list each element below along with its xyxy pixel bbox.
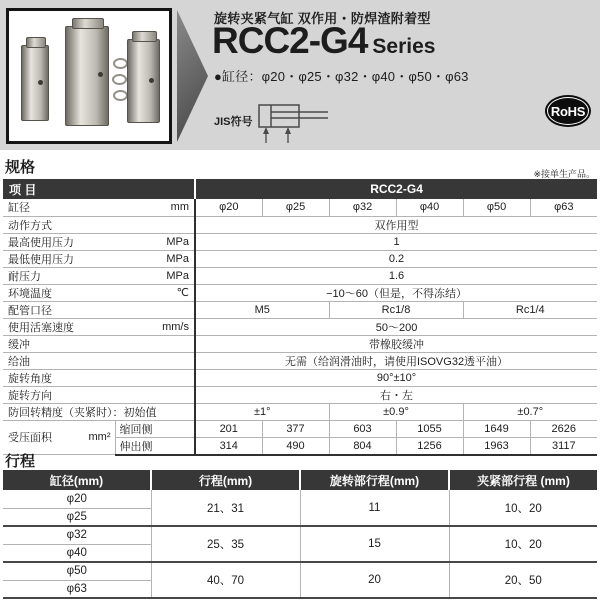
table-row [3, 386, 597, 403]
spec-cell: Rc1/4 [463, 301, 597, 318]
header-banner [0, 0, 600, 150]
spec-cell: 带橡胶缓冲 [195, 335, 597, 352]
spec-cell: 无需（给润滑油时，请使用ISOVG32透平油） [195, 352, 597, 369]
product-subtitle: 旋转夹紧气缸 双作用・防焊渣附着型 [214, 11, 431, 26]
table-row [3, 369, 597, 386]
spec-cell: 90°±10° [195, 369, 597, 386]
table-row [3, 233, 597, 250]
spec-sub-label: 伸出侧 [115, 437, 195, 455]
coil-tube-icon [113, 90, 128, 101]
stroke-bore-cell: φ63 [3, 580, 151, 598]
spec-cell: −10～60（但是，不得冻结） [195, 284, 597, 301]
spec-cell: 1.6 [195, 267, 597, 284]
table-row [3, 403, 597, 420]
spec-cell: 2626 [530, 420, 597, 437]
rohs-badge-label: RoHS [550, 103, 586, 119]
spec-cell: 1055 [396, 420, 463, 437]
page-title [212, 22, 435, 59]
series-name: RCC2-G4 [212, 20, 368, 61]
spec-cell: 490 [262, 437, 329, 455]
spec-cell: φ40 [396, 199, 463, 216]
spec-cell: 314 [195, 437, 262, 455]
spec-note: ※接单生产品。 [533, 169, 595, 179]
spec-cell: φ20 [195, 199, 262, 216]
spec-row-label: 使用活塞速度 mm/s [3, 318, 195, 335]
stroke-cell: 21、31 [151, 490, 300, 526]
stroke-cell: 40、70 [151, 562, 300, 598]
stroke-cell: 20、50 [449, 562, 597, 598]
rohs-badge [545, 95, 591, 127]
spec-header-row [3, 179, 597, 199]
stroke-section-title: 行程 [5, 453, 36, 470]
spec-cell: 0.2 [195, 250, 597, 267]
spec-cell: 603 [329, 420, 396, 437]
spec-cell: 201 [195, 420, 262, 437]
spec-row-label: 配管口径 [3, 301, 195, 318]
coil-tube-icon [112, 74, 127, 85]
arrow-right-icon [177, 10, 208, 142]
spec-row-label: 动作方式 [3, 216, 195, 233]
stroke-bore-cell: φ32 [3, 526, 151, 544]
spec-row-label: 旋转方向 [3, 386, 195, 403]
spec-cell: Rc1/8 [329, 301, 463, 318]
stroke-header-rotate: 旋转部行程(mm) [300, 470, 449, 490]
spec-cell: 1963 [463, 437, 530, 455]
table-row [3, 199, 597, 216]
spec-table [3, 179, 597, 456]
table-row [3, 216, 597, 233]
spec-row-label: 给油 [3, 352, 195, 369]
table-row [3, 562, 597, 580]
stroke-cell: 15 [300, 526, 449, 562]
stroke-cell: 25、35 [151, 526, 300, 562]
spec-row-label: 缸径 mm [3, 199, 195, 216]
spec-row-label: 最高使用压力 MPa [3, 233, 195, 250]
stroke-cell: 20 [300, 562, 449, 598]
spec-cell: 50～200 [195, 318, 597, 335]
spec-header-series: RCC2-G4 [195, 179, 597, 199]
jis-cylinder-symbol-icon [258, 103, 332, 145]
spec-cell: 双作用型 [195, 216, 597, 233]
coil-tube-icon [113, 58, 128, 69]
jis-symbol-label: JIS符号 [214, 116, 253, 128]
spec-cell: φ32 [329, 199, 396, 216]
spec-cell: 1256 [396, 437, 463, 455]
spec-cell: ±0.7° [463, 403, 597, 420]
spec-row-label: 环境温度 ℃ [3, 284, 195, 301]
spec-row-label: 耐压力 MPa [3, 267, 195, 284]
spec-cell: φ63 [530, 199, 597, 216]
spec-row-label: 缓冲 [3, 335, 195, 352]
stroke-bore-cell: φ20 [3, 490, 151, 508]
stroke-cell: 11 [300, 490, 449, 526]
stroke-bore-cell: φ40 [3, 544, 151, 562]
spec-row-label: 旋转角度 [3, 369, 195, 386]
spec-cell: 右・左 [195, 386, 597, 403]
table-row [3, 284, 597, 301]
spec-cell: ±1° [195, 403, 329, 420]
table-row [3, 250, 597, 267]
table-row [3, 335, 597, 352]
cylinder-image-tubed [127, 39, 160, 123]
table-row [3, 267, 597, 284]
product-photo [6, 8, 172, 144]
stroke-bore-cell: φ25 [3, 508, 151, 526]
cylinder-image-small [21, 45, 49, 121]
table-row [3, 526, 597, 544]
series-suffix: Series [372, 35, 436, 58]
stroke-cell: 10、20 [449, 490, 597, 526]
stroke-bore-cell: φ50 [3, 562, 151, 580]
stroke-cell: 10、20 [449, 526, 597, 562]
stroke-table [3, 470, 597, 599]
spec-row-label: 受压面积 mm² [3, 420, 115, 455]
spec-cell: 377 [262, 420, 329, 437]
stroke-header-row [3, 470, 597, 490]
table-row [3, 352, 597, 369]
spec-cell: M5 [195, 301, 329, 318]
stroke-header-bore: 缸径(mm) [3, 470, 151, 490]
stroke-header-stroke: 行程(mm) [151, 470, 300, 490]
spec-cell: 804 [329, 437, 396, 455]
table-row [3, 490, 597, 508]
spec-sub-label: 缩回侧 [115, 420, 195, 437]
stroke-header-clamp: 夹紧部行程 (mm) [449, 470, 597, 490]
table-row [3, 301, 597, 318]
bore-sizes-line: ●缸径：φ20・φ25・φ32・φ40・φ50・φ63 [214, 69, 469, 84]
spec-header-item: 项 目 [3, 179, 195, 199]
spec-cell: ±0.9° [329, 403, 463, 420]
spec-cell: 3117 [530, 437, 597, 455]
spec-cell: φ25 [262, 199, 329, 216]
spec-cell: 1649 [463, 420, 530, 437]
table-row [3, 318, 597, 335]
spec-row-label: 最低使用压力 MPa [3, 250, 195, 267]
spec-section-title: 规格 [5, 159, 36, 176]
spec-cell: φ50 [463, 199, 530, 216]
cylinder-image-large [65, 26, 109, 126]
table-row [3, 420, 597, 437]
spec-row-label: 防回转精度（夹紧时）：初始值 [3, 403, 195, 420]
spec-cell: 1 [195, 233, 597, 250]
